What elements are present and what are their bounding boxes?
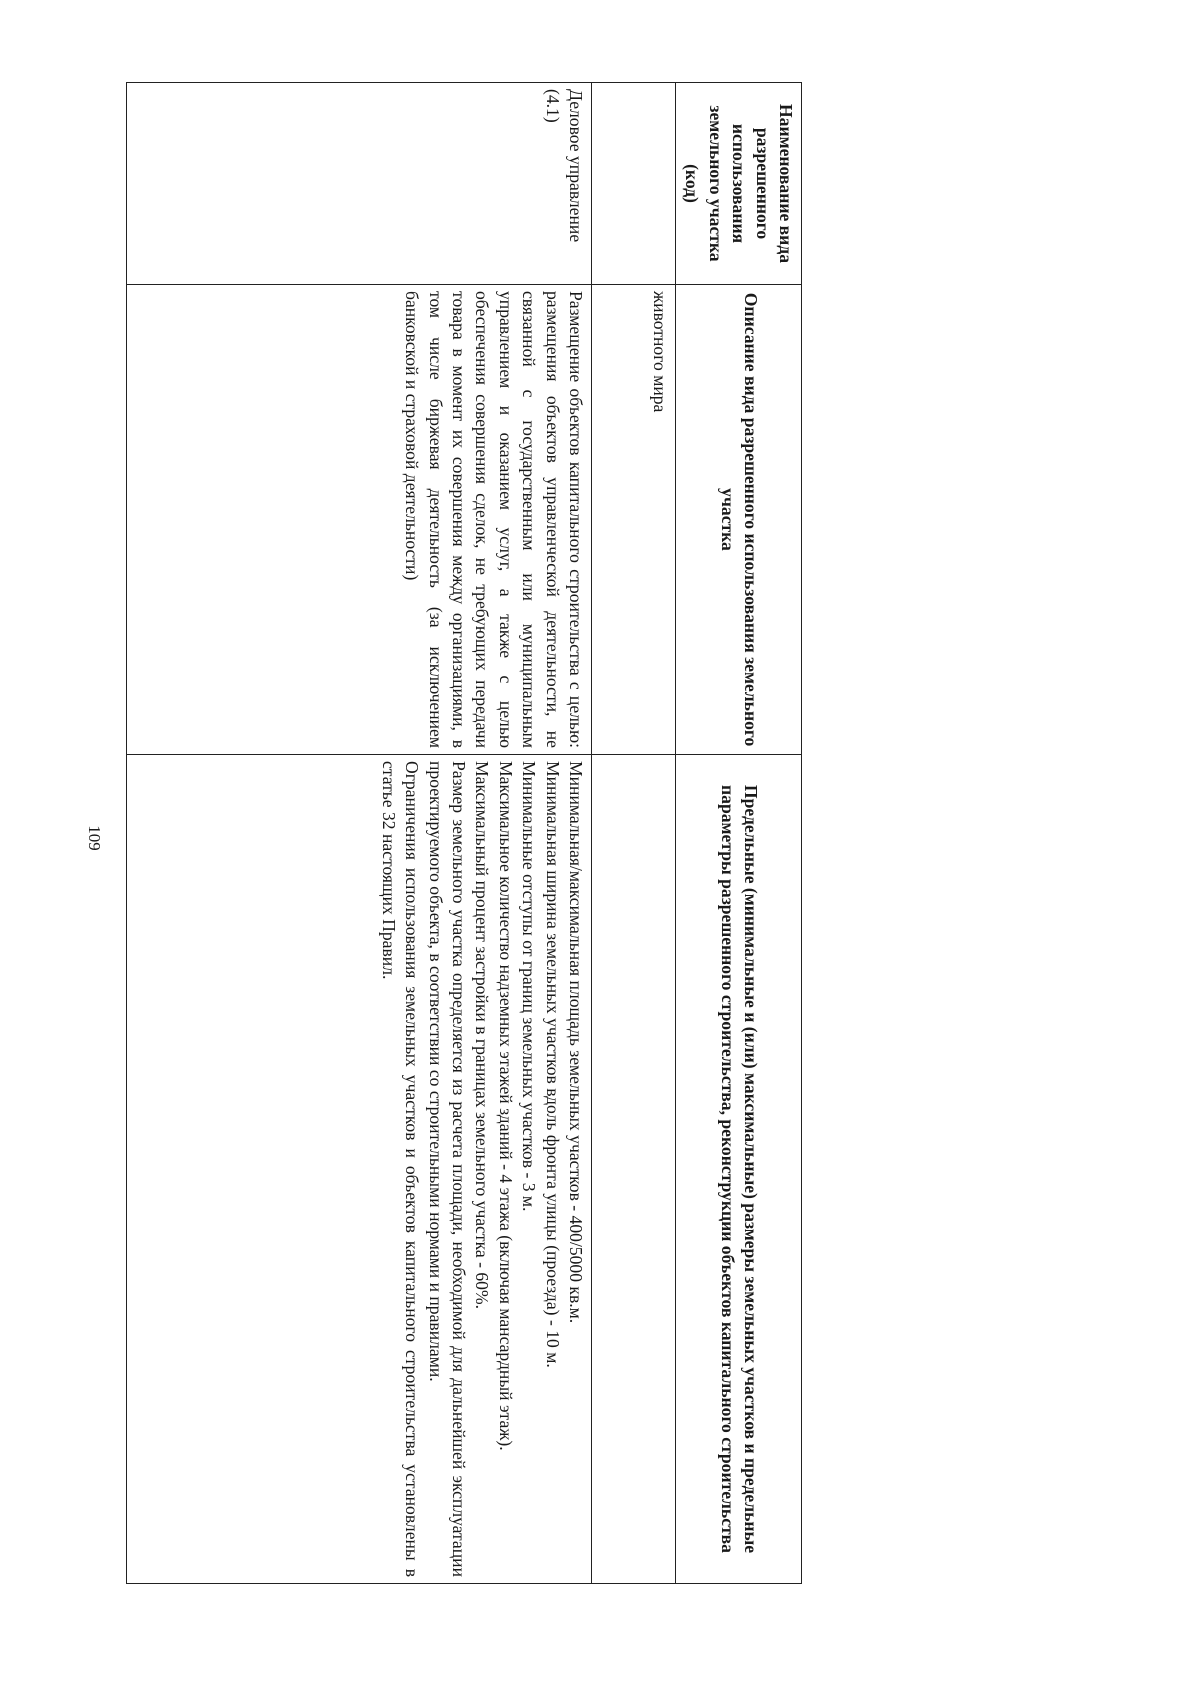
- header-name: Наименование вида разрешенного использования земельного участка (код): [676, 83, 802, 285]
- cell-name: Деловое управление (4.1): [127, 83, 592, 285]
- param-line: Минимальная/максимальная площадь земельных участков - 400/5000 кв.м.: [566, 761, 587, 1324]
- cell-params: [592, 755, 676, 1584]
- cell-name: [592, 83, 676, 285]
- table-header-row: [676, 83, 802, 1584]
- page-number: 109: [85, 825, 104, 851]
- land-use-table: [126, 82, 802, 1584]
- rotated-table-container: [126, 82, 802, 1584]
- table-wrapper: [126, 82, 802, 1584]
- header-params: Предельные (минимальные и (или) максимальные) размеры земельных участков и предельные параметры разрешенного строительства, реконструкции объектов капитального строительства: [676, 755, 802, 1584]
- param-line: Максимальный процент застройки в границах земельного участка - 60%.: [472, 761, 493, 1310]
- table-row: [127, 83, 592, 1584]
- param-line: Максимальное количество надземных этажей зданий - 4 этажа (включая мансардный этаж).: [495, 761, 516, 1451]
- cell-description: животного мира: [592, 285, 676, 755]
- table-row: [592, 83, 676, 1584]
- param-line: Минимальные отступы от границ земельных участков - 3 м.: [519, 761, 540, 1212]
- header-description: Описание вида разрешенного использования земельного участка: [676, 285, 802, 755]
- cell-description: Размещение объектов капитального строительства с целью: размещения объектов управленческой деятельности, не связанной с государственным или муниципальным управлением и оказанием услуг, а также с целью обеспечения совершения сделок, не требующих передачи товара в момент их совершения между организациями, в том числе биржевая деятельность (за исключением банковской и страховой деятельности): [127, 285, 592, 755]
- param-line: Размер земельного участка определяется из расчета площади, необходимой для дальнейшей эксплуатации проектируемого объекта, в соответствии со строительными нормами и правилами.: [425, 761, 470, 1577]
- cell-params: [127, 755, 592, 1584]
- param-line: Минимальная ширина земельных участков вдоль фронта улицы (проезда) - 10 м.: [542, 761, 563, 1368]
- param-line: Ограничения использования земельных участков и объектов капитального строительства установлены в статье 32 настоящих Правил.: [378, 761, 423, 1577]
